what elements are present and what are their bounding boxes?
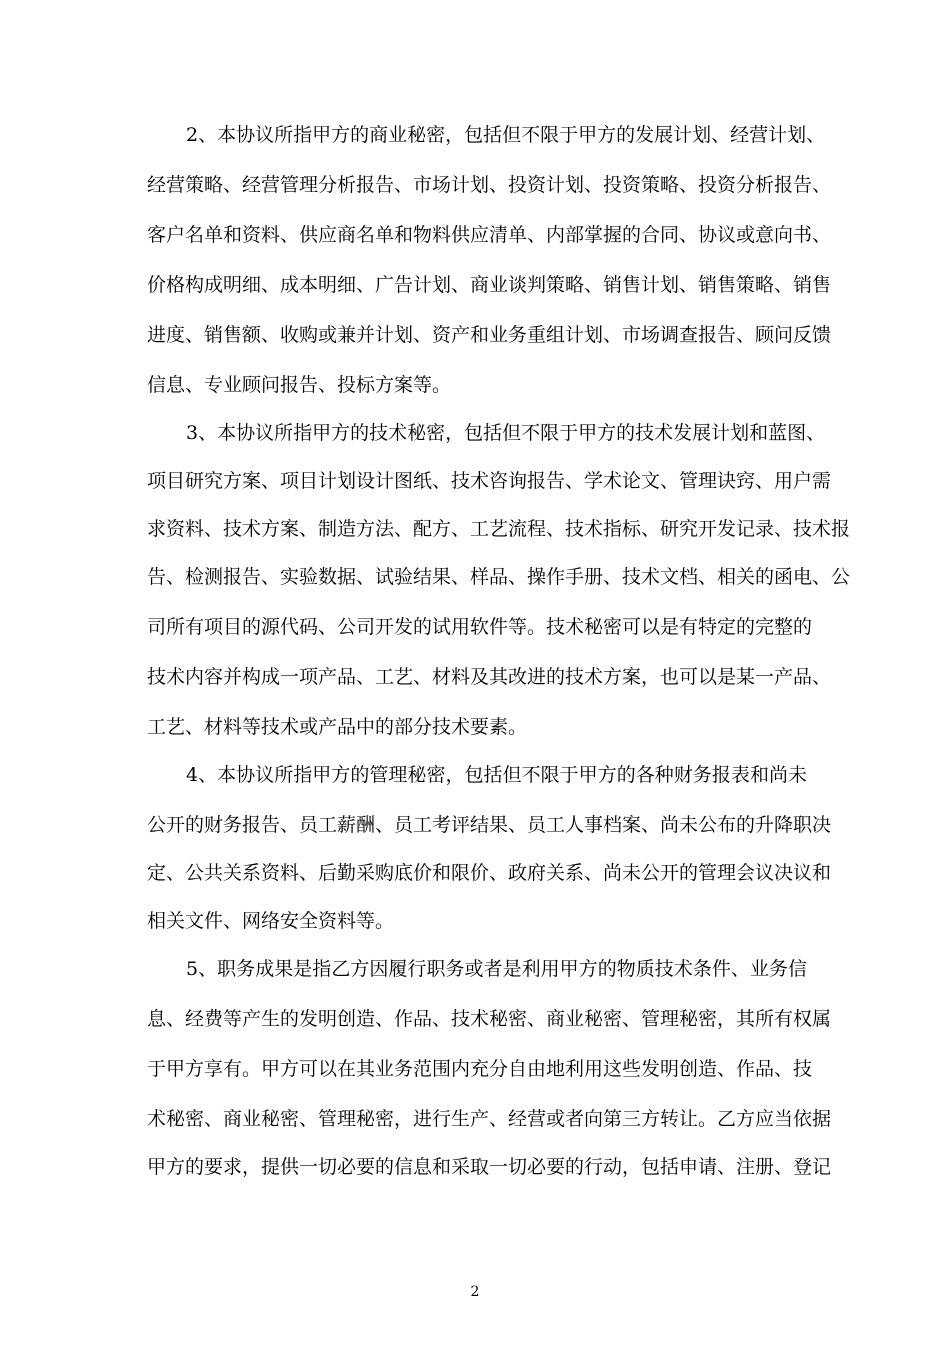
page-number: 2 [470, 1284, 480, 1300]
paragraph-line: 息、经费等产生的发明创造、作品、技术秘密、商业秘密、管理秘密，其所有权属 [147, 1008, 832, 1030]
paragraph-line: 相关文件、网络安全资料等。 [147, 910, 395, 932]
paragraph-line: 术秘密、商业秘密、管理秘密，进行生产、经营或者向第三方转让。乙方应当依据 [147, 1108, 832, 1130]
paragraph-line: 经营策略、经营管理分析报告、市场计划、投资计划、投资策略、投资分析报告、 [147, 174, 832, 196]
paragraph-line: 技术内容并构成一项产品、工艺、材料及其改进的技术方案，也可以是某一产品、 [147, 666, 832, 688]
paragraph-line: 于甲方享有。甲方可以在其业务范围内充分自由地利用这些发明创造、作品、技 [147, 1058, 813, 1080]
paragraph-line: 价格构成明细、成本明细、广告计划、商业谈判策略、销售计划、销售策略、销售 [147, 274, 832, 296]
paragraph-line: 司所有项目的源代码、公司开发的试用软件等。技术秘密可以是有特定的完整的 [147, 616, 813, 638]
paragraph-line: 4、本协议所指甲方的管理秘密，包括但不限于甲方的各种财务报表和尚未 [186, 764, 807, 786]
paragraph-line: 公开的财务报告、员工薪酬、员工考评结果、员工人事档案、尚未公布的升降职决 [147, 814, 832, 836]
paragraph-line: 进度、销售额、收购或兼并计划、资产和业务重组计划、市场调查报告、顾问反馈 [147, 324, 832, 346]
paragraph-line: 甲方的要求，提供一切必要的信息和采取一切必要的行动，包括申请、注册、登记 [147, 1156, 832, 1178]
paragraph-line: 项目研究方案、项目计划设计图纸、技术咨询报告、学术论文、管理诀窍、用户需 [147, 470, 832, 492]
paragraph-line: 5、职务成果是指乙方因履行职务或者是利用甲方的物质技术条件、业务信 [186, 958, 807, 980]
paragraph-line: 2、本协议所指甲方的商业秘密，包括但不限于甲方的发展计划、经营计划、 [186, 124, 826, 146]
paragraph-line: 工艺、材料等技术或产品中的部分技术要素。 [147, 716, 528, 738]
paragraph-line: 3、本协议所指甲方的技术秘密，包括但不限于甲方的技术发展计划和蓝图、 [186, 422, 826, 444]
paragraph-line: 信息、专业顾问报告、投标方案等。 [147, 374, 452, 396]
paragraph-line: 求资料、技术方案、制造方法、配方、工艺流程、技术指标、研究开发记录、技术报 [147, 518, 851, 540]
paragraph-line: 告、检测报告、实验数据、试验结果、样品、操作手册、技术文档、相关的函电、公 [147, 566, 851, 588]
paragraph-line: 客户名单和资料、供应商名单和物料供应清单、内部掌握的合同、协议或意向书、 [147, 224, 832, 246]
paragraph-line: 定、公共关系资料、后勤采购底价和限价、政府关系、尚未公开的管理会议决议和 [147, 862, 832, 884]
